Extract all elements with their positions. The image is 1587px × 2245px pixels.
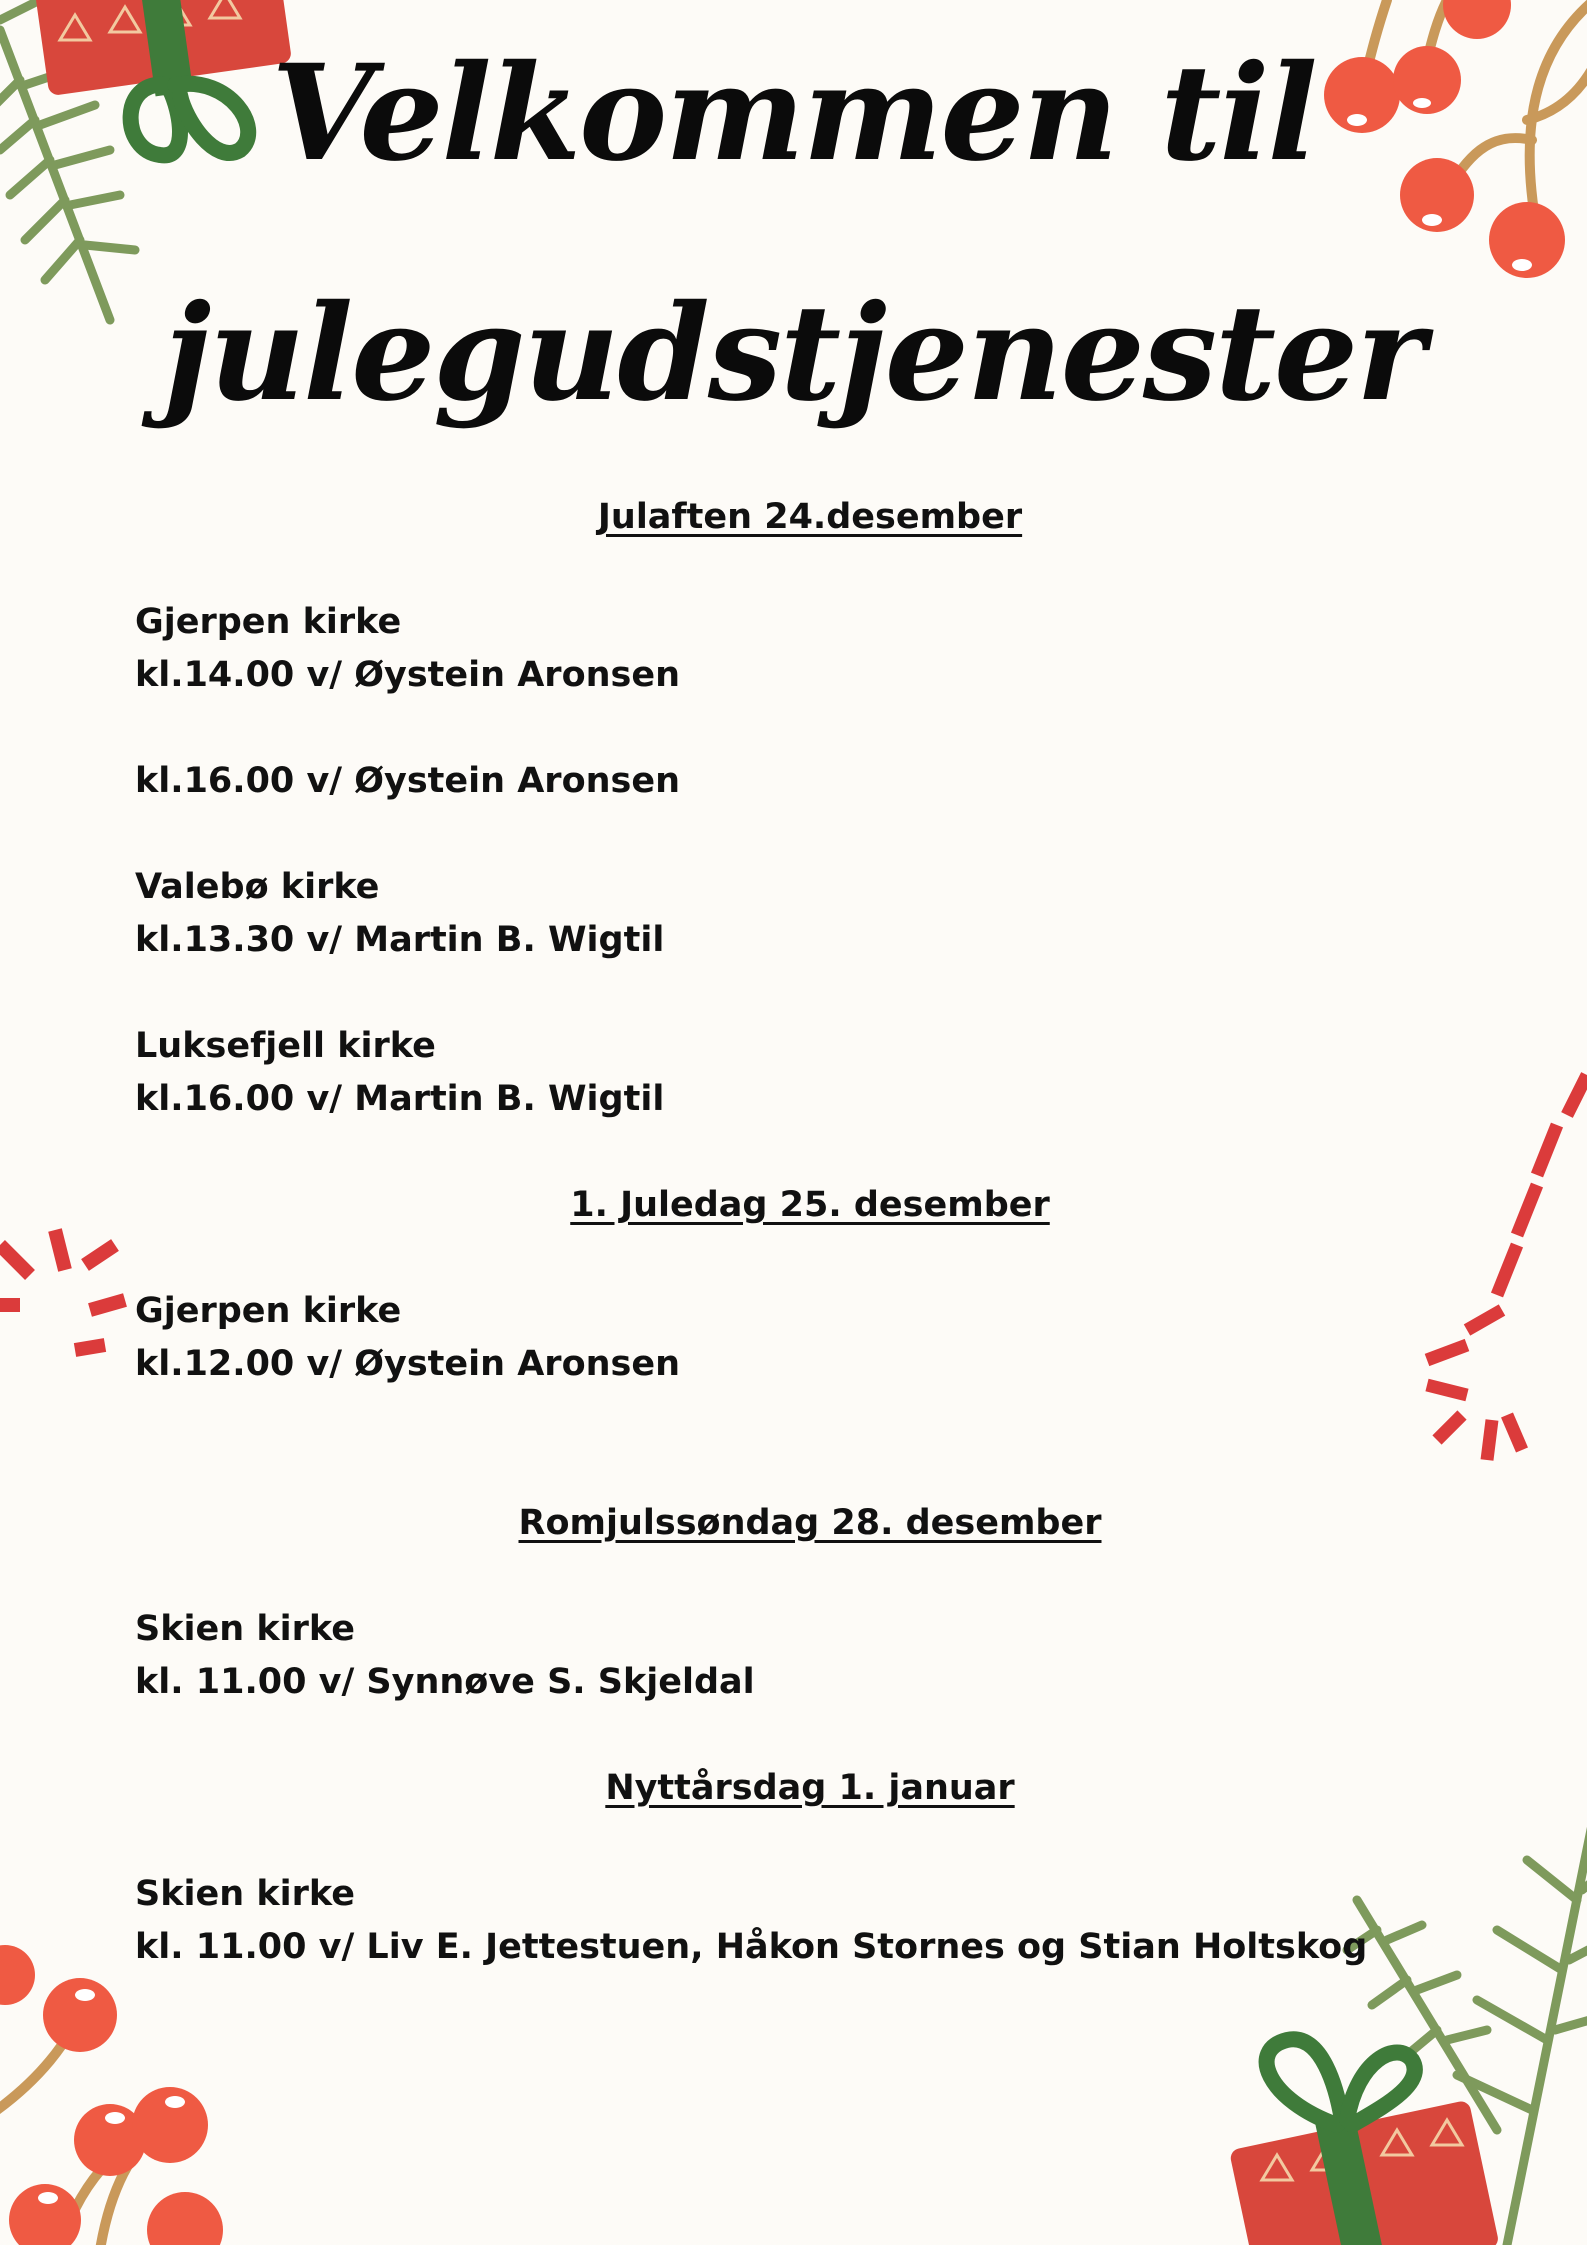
section-heading-juledag: 1. Juledag 25. desember [570, 1185, 1050, 1225]
candy-cane-left-decoration [0, 1225, 130, 1365]
church-name: Skien kirke [135, 1874, 355, 1914]
church-name: Skien kirke [135, 1609, 355, 1649]
candy-cane-right-decoration [1407, 1065, 1587, 1475]
church-name: Luksefjell kirke [135, 1026, 436, 1066]
section-heading-julaften: Julaften 24.desember [597, 497, 1023, 537]
section-heading-nyttarsdag: Nyttårsdag 1. januar [605, 1768, 1015, 1808]
service-time: kl.14.00 v/ Øystein Aronsen [135, 655, 681, 695]
church-name: Gjerpen kirke [135, 1291, 402, 1331]
berries-bottom-left-decoration [0, 1930, 240, 2245]
service-time: kl. 11.00 v/ Synnøve S. Skjeldal [135, 1662, 755, 1702]
service-time: kl.13.30 v/ Martin B. Wigtil [135, 920, 665, 960]
page-title-line-2: julegudstjenester [163, 276, 1424, 431]
service-time: kl.16.00 v/ Øystein Aronsen [135, 761, 681, 801]
service-time: kl. 11.00 v/ Liv E. Jettestuen, Håkon Stornes og Stian Holtskog [135, 1927, 1368, 1967]
page-title-line-1: Velkommen til [271, 36, 1316, 191]
section-heading-romjulssondag: Romjulssøndag 28. desember [518, 1503, 1102, 1543]
church-name: Gjerpen kirke [135, 602, 402, 642]
service-time: kl.12.00 v/ Øystein Aronsen [135, 1344, 681, 1384]
service-time: kl.16.00 v/ Martin B. Wigtil [135, 1079, 665, 1119]
church-name: Valebø kirke [135, 867, 380, 907]
pine-gift-bottom-right-decoration [1207, 1800, 1587, 2245]
